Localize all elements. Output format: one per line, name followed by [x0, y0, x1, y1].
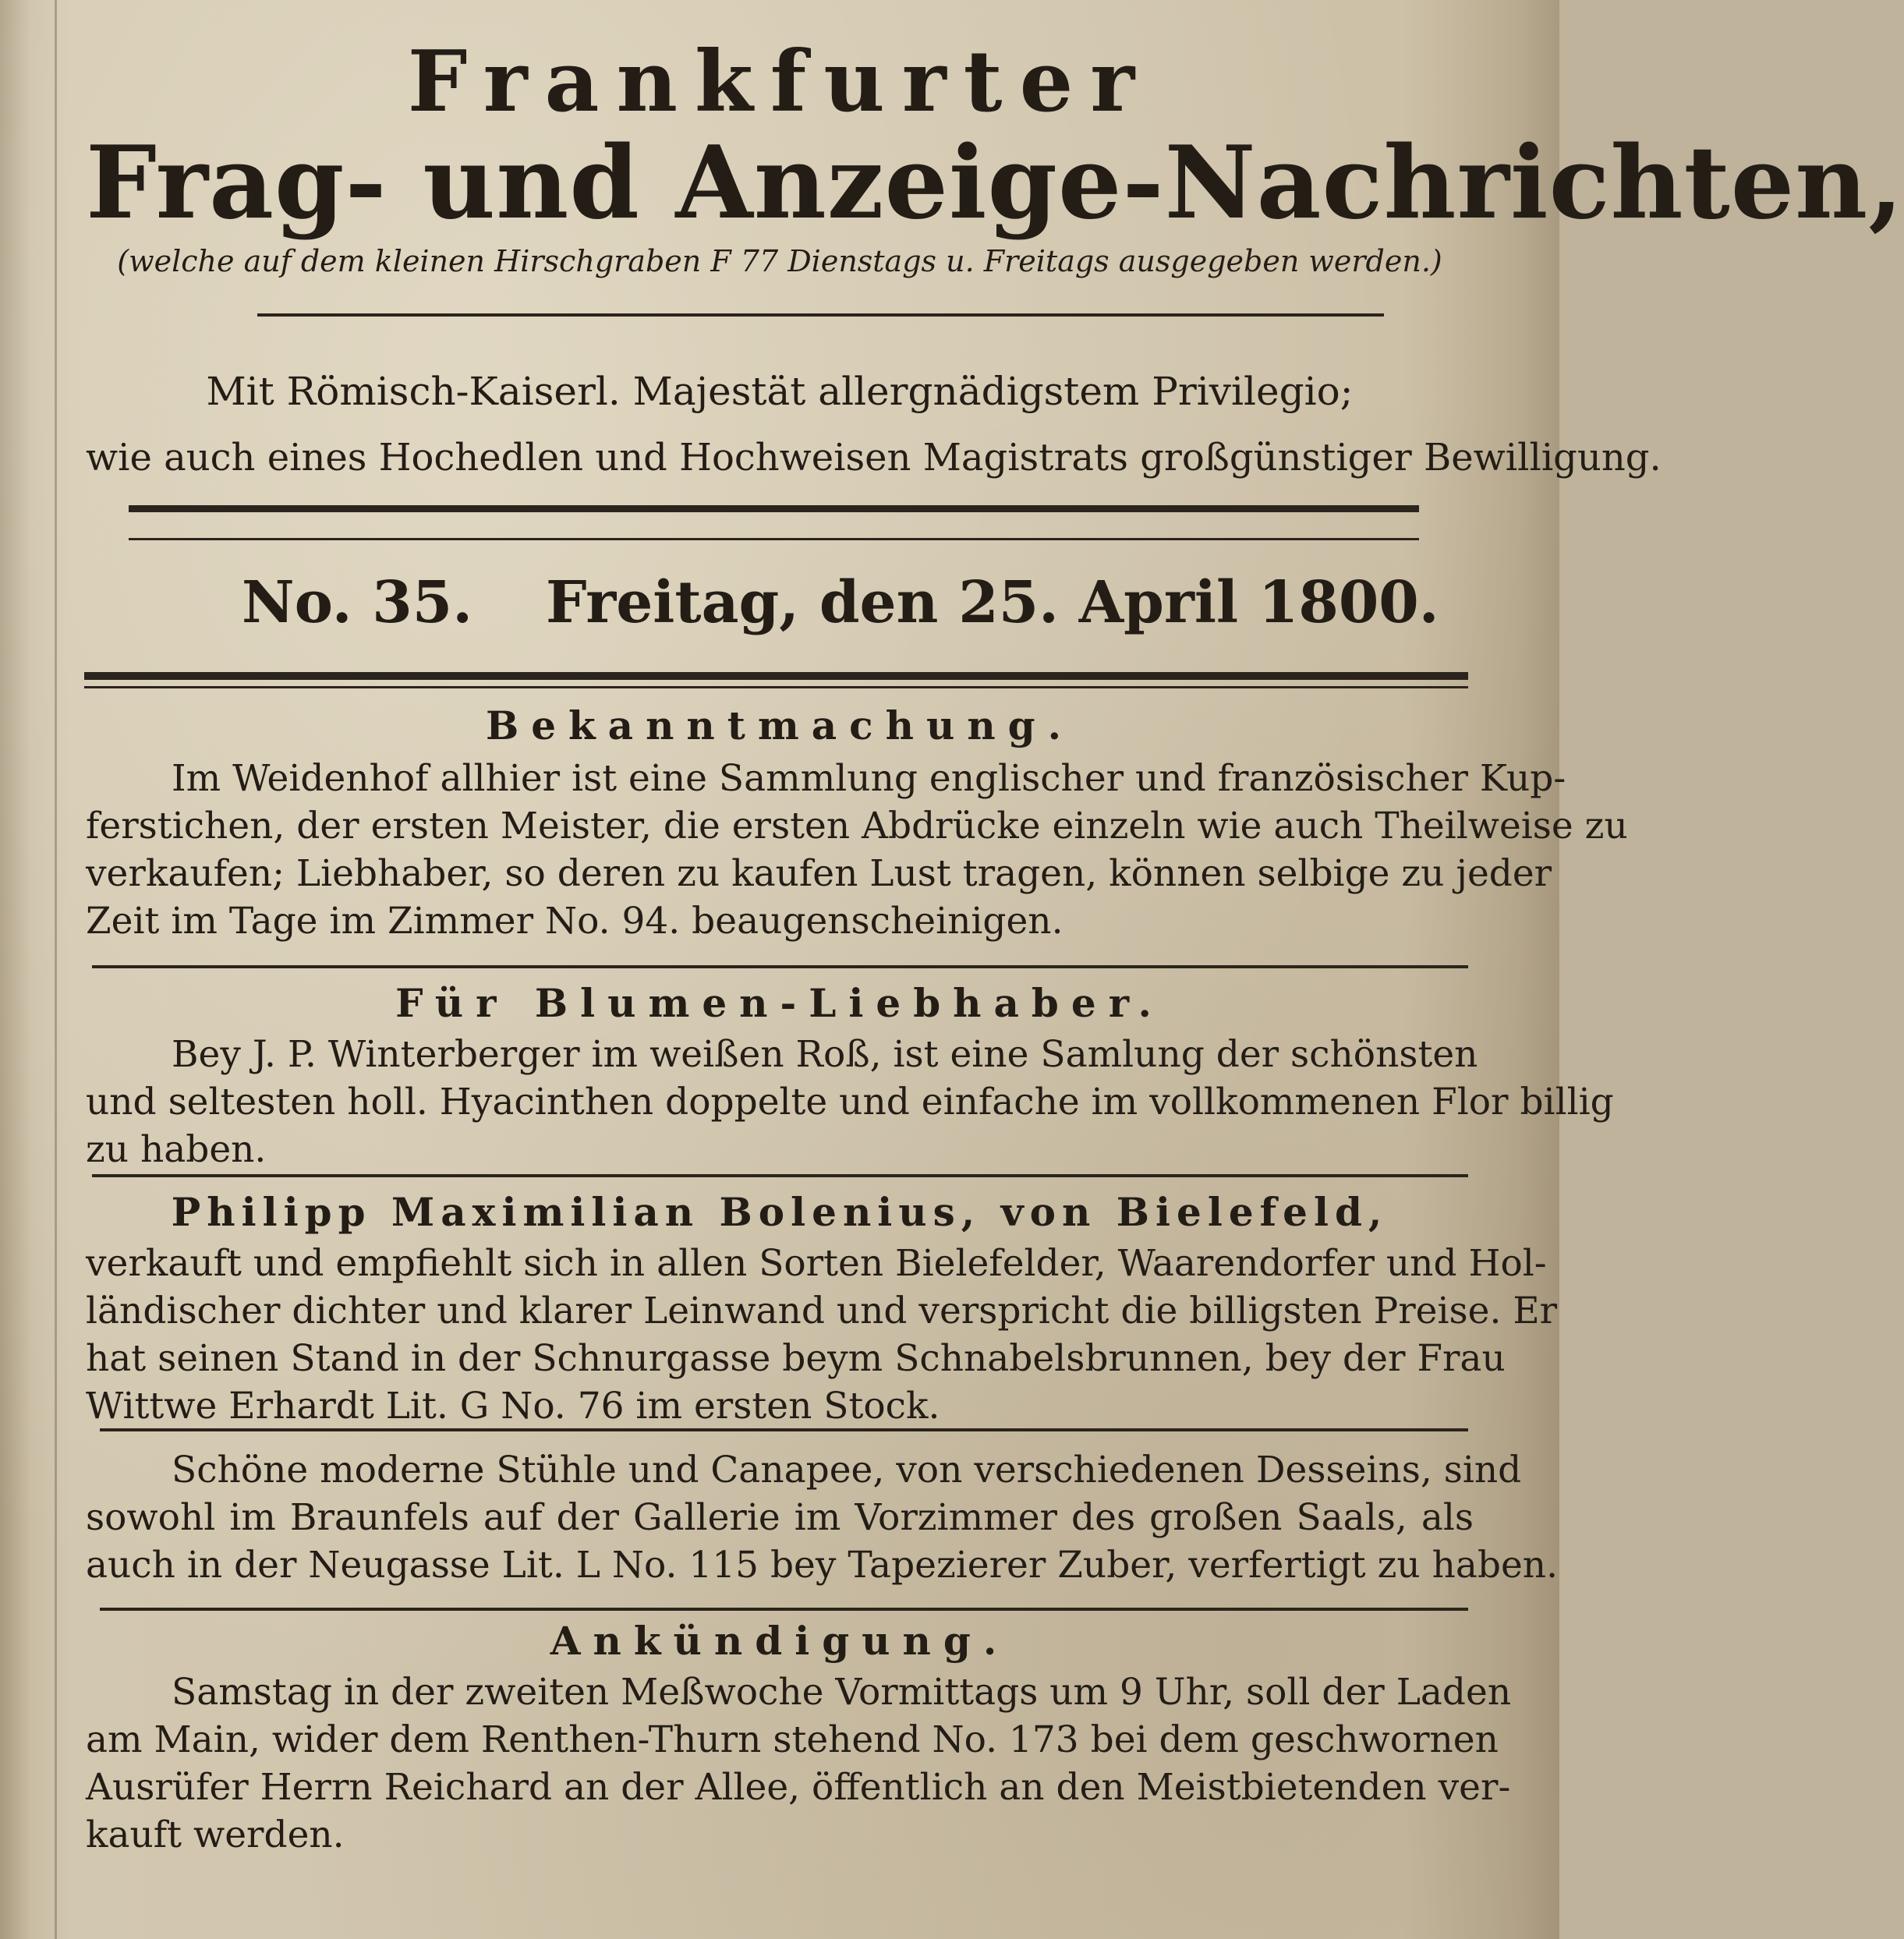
rule-separator	[92, 1174, 1468, 1177]
notice-heading: Ankündigung.	[550, 1618, 1010, 1664]
notice-line: Samstag in der zweiten Meßwoche Vormittags um 9 Uhr, soll der Laden	[172, 1671, 1512, 1714]
notice-bekanntmachung	[86, 702, 1628, 945]
notice-line: am Main, wider dem Renthen-Thurn stehend No. 173 bei dem geschwornen	[86, 1718, 1499, 1761]
rule-separator	[100, 1428, 1468, 1431]
rule-separator	[92, 965, 1468, 968]
rule-double-top-thin	[129, 538, 1419, 540]
masthead-title: Frag- und Anzeige-Nachrichten,	[86, 125, 1904, 242]
rule-under-subtitle	[257, 313, 1384, 317]
notice-bolenius	[86, 1188, 1558, 1430]
rule-separator	[100, 1608, 1468, 1611]
notice-line: Zeit im Tage im Zimmer No. 94. beaugenscheinigen.	[86, 900, 1063, 943]
notice-body	[86, 1240, 1558, 1430]
notice-line: Schöne moderne Stühle und Canapee, von verschiedenen Desseins, sind	[172, 1449, 1522, 1491]
notice-body	[86, 1668, 1512, 1859]
notice-line: Bey J. P. Winterberger im weißen Roß, ist eine Samlung der schönsten	[172, 1033, 1478, 1076]
privilege-line-1: Mit Römisch-Kaiserl. Majestät allergnädigstem Privilegio;	[206, 369, 1354, 414]
notice-stuehle	[86, 1446, 1559, 1589]
notice-line: verkaufen; Liebhaber, so deren zu kaufen Lust tragen, können selbige zu jeder	[86, 852, 1552, 895]
rule-under-issue-thin	[84, 686, 1468, 688]
page-fold-shadow	[55, 0, 57, 1939]
notice-line: sowohl im Braunfels auf der Gallerie im Vorzimmer des großen Saals, als	[86, 1496, 1474, 1539]
issue-number: No. 35.	[242, 569, 472, 636]
notice-heading: Philipp Maximilian Bolenius, von Bielefeld,	[171, 1189, 1389, 1235]
notice-body	[86, 755, 1628, 945]
notice-line: kauft werden.	[86, 1813, 345, 1856]
notice-line: zu haben.	[86, 1128, 267, 1171]
rule-double-top-thick	[129, 505, 1419, 512]
notice-line: hat seinen Stand in der Schnurgasse beym Schnabelsbrunnen, bey der Frau	[86, 1337, 1506, 1380]
notice-line: verkauft und empfiehlt sich in allen Sorten Bielefelder, Waarendorfer und Hol-	[86, 1242, 1547, 1285]
notice-body	[86, 1031, 1614, 1173]
notice-line: Wittwe Erhardt Lit. G No. 76 im ersten Stock.	[86, 1385, 940, 1428]
notice-line: auch in der Neugasse Lit. L No. 115 bey Tapezierer Zuber, verfertigt zu haben.	[86, 1544, 1559, 1587]
notice-line: Ausrüfer Herrn Reichard an der Allee, öffentlich an den Meistbietenden ver-	[86, 1766, 1511, 1809]
masthead-subtitle: (welche auf dem kleinen Hirschgraben F 77 Dienstags u. Freitags ausgegeben werden.)	[117, 244, 1442, 278]
rule-under-issue-thick	[84, 672, 1468, 680]
notice-ankuendigung	[86, 1617, 1512, 1859]
notice-line: und seltesten holl. Hyacinthen doppelte und einfache im vollkommenen Flor billig	[86, 1081, 1614, 1123]
notice-line: ländischer dichter und klarer Leinwand und verspricht die billigsten Preise. Er	[86, 1290, 1558, 1332]
notice-body	[86, 1446, 1559, 1589]
notice-line: ferstichen, der ersten Meister, die ersten Abdrücke einzeln wie auch Theilweise zu	[86, 805, 1628, 847]
issue-date: Freitag, den 25. April 1800.	[546, 569, 1439, 636]
notice-heading: Für Blumen-Liebhaber.	[395, 980, 1164, 1026]
notice-blumen-liebhaber	[86, 979, 1614, 1173]
masthead-city: Frankfurter	[407, 33, 1152, 131]
notice-line: Im Weidenhof allhier ist eine Sammlung englischer und französischer Kup-	[172, 757, 1566, 800]
notice-heading: Bekanntmachung.	[485, 702, 1074, 748]
privilege-line-2: wie auch eines Hochedlen und Hochweisen Magistrats großgünstiger Bewilligung.	[86, 436, 1662, 479]
